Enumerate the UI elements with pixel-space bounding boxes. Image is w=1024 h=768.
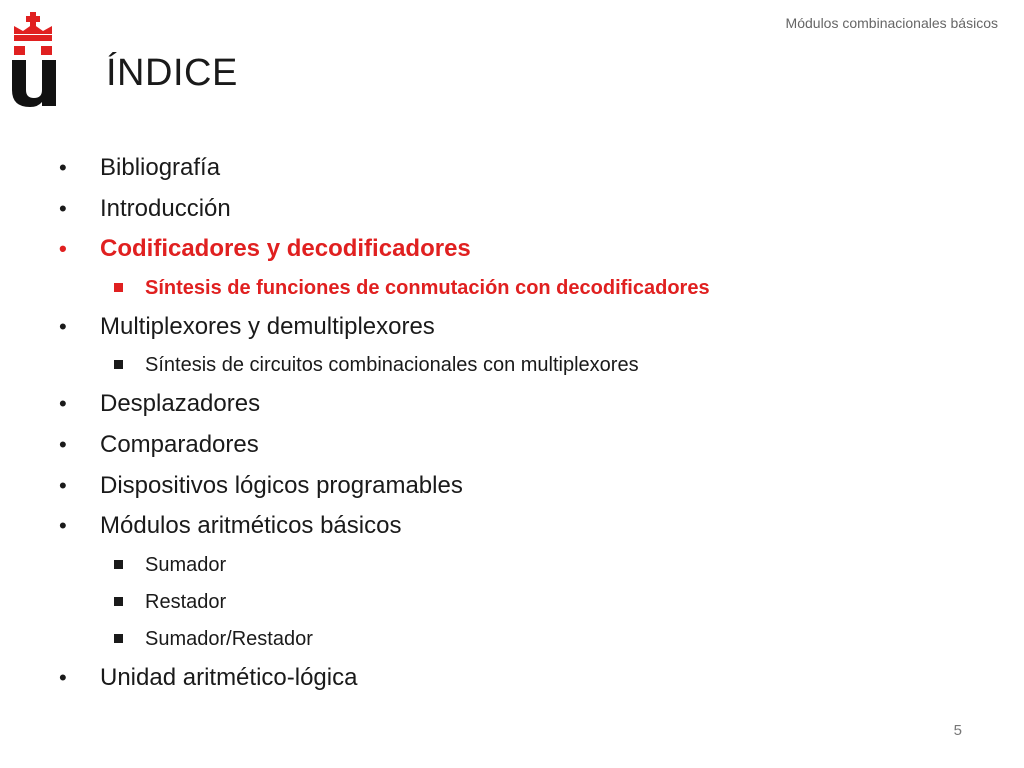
bullet-dot-icon: • <box>59 155 67 180</box>
bullet-square-icon <box>114 360 123 369</box>
toc-item-label: Restador <box>145 590 227 613</box>
toc-item-label: Módulos aritméticos básicos <box>100 512 402 540</box>
toc-item-label: Multiplexores y demultiplexores <box>100 312 435 340</box>
toc-subitem-restador <box>0 584 1024 621</box>
toc-item-label: Introducción <box>100 194 231 222</box>
bullet-dot-icon: • <box>59 195 67 221</box>
bullet-dot-icon: • <box>59 431 67 457</box>
toc-item-label: Comparadores <box>100 430 259 458</box>
bullet-square-icon <box>114 634 123 643</box>
toc-item-multiplexores <box>0 307 1024 348</box>
toc-item-label: Síntesis de circuitos combinacionales con multiplexores <box>145 354 639 377</box>
bullet-square-icon <box>114 597 123 606</box>
bullet-dot-icon: • <box>59 664 67 690</box>
bullet-dot-icon: • <box>59 472 67 498</box>
toc-item-comparadores <box>0 425 1024 466</box>
toc-subitem-sumador-restador <box>0 621 1024 658</box>
toc-item-label: Unidad aritmético-lógica <box>100 663 358 691</box>
toc-subitem-sintesis-multiplexores <box>0 347 1024 384</box>
page-title: ÍNDICE <box>106 52 238 94</box>
toc-subitem-sintesis-decodificadores <box>0 270 1024 307</box>
toc-item-label: Síntesis de funciones de conmutación con decodificadores <box>145 276 710 299</box>
toc-item-dispositivos <box>0 466 1024 507</box>
page-number: 5 <box>953 722 962 739</box>
toc-item-bibliografia <box>0 148 1024 189</box>
bullet-square-icon <box>114 560 123 569</box>
table-of-contents <box>0 148 1024 698</box>
toc-item-desplazadores <box>0 384 1024 425</box>
toc-item-label: Codificadores y decodificadores <box>100 235 471 263</box>
bullet-dot-icon: • <box>59 236 67 262</box>
bullet-square-icon <box>114 283 123 292</box>
toc-item-label: Bibliografía <box>100 154 221 181</box>
toc-item-label: Sumador/Restador <box>145 627 313 650</box>
toc-item-codificadores <box>0 229 1024 270</box>
header-topic: Módulos combinacionales básicos <box>785 15 998 31</box>
toc-item-label: Sumador <box>145 553 227 576</box>
university-crest-logo <box>10 10 68 115</box>
bullet-dot-icon: • <box>59 391 67 417</box>
bullet-dot-icon: • <box>59 313 67 339</box>
toc-subitem-sumador <box>0 547 1024 584</box>
toc-item-introduccion <box>0 189 1024 230</box>
toc-item-label: Dispositivos lógicos programables <box>100 471 463 499</box>
toc-item-label: Desplazadores <box>100 390 261 418</box>
toc-item-modulos-aritmeticos <box>0 506 1024 547</box>
bullet-dot-icon: • <box>59 513 67 539</box>
toc-item-unidad-aritmetico-logica <box>0 658 1024 699</box>
